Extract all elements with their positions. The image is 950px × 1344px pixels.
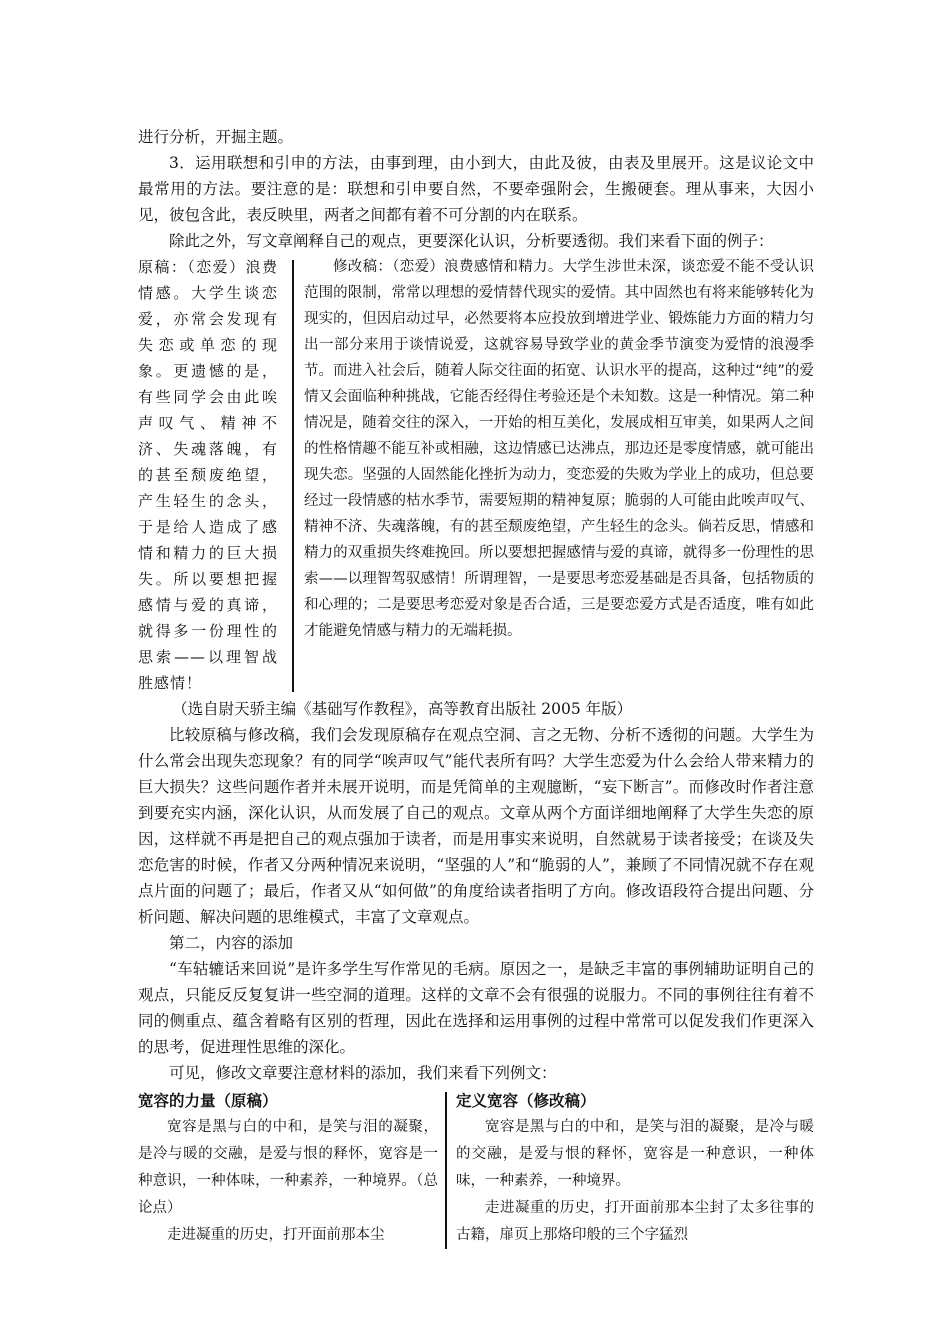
paragraph-method-3: 3．运用联想和引申的方法，由事到理，由小到大，由此及彼，由表及里展开。这是议论文中最常用的方法。要注意的是：联想和引申要自然，不要牵强附会，生搬硬套。理从事来，大因小见，彼包含此，表反映里，两者之间都有着不可分割的内在联系。 — [138, 154, 814, 224]
column-divider — [292, 260, 294, 692]
paragraph-intro-example: 除此之外，写文章阐释自己的观点，更要深化认识，分析要透彻。我们来看下面的例子： — [169, 232, 774, 250]
original-essay-title: 宽容的力量（原稿） — [138, 1092, 278, 1110]
revised-essay-paragraph: 走进凝重的历史，打开面前那本尘封了太多往事的古籍，扉页上那烙印般的三个字猛烈 — [456, 1200, 814, 1243]
original-essay-paragraph: 走进凝重的历史，打开面前那本尘 — [167, 1227, 385, 1243]
original-essay-paragraph: 宽容是黑与白的中和，是笑与泪的凝聚，是冷与暖的交融，是爱与恨的释怀，宽容是一种意识，一种体味，一种素养，一种境界。（总论点） — [138, 1119, 438, 1216]
paragraph-analysis: 比较原稿与修改稿，我们会发现原稿存在观点空洞、言之无物、分析不透彻的问题。大学生为什么常会出现失恋现象？有的同学“唉声叹气”能代表所有吗？大学生恋爱为什么会给人带来精力的巨大损失？这些问题作者并未展开说明，而是凭简单的主观臆断，“妄下断言”。而修改时作者注意到要充实内涵，深化认识，从而发展了自己的观点。文章从两个方面详细地阐释了大学生失恋的原因，这样就不再是把自己的观点强加于读者，而是用事实来说明，自然就易于读者接受；在谈及失恋危害的时候，作者又分两种情况来说明，“坚强的人”和“脆弱的人”，兼顾了不同情况就不存在观点片面的问题了；最后，作者又从“如何做”的角度给读者指明了方向。修改语段符合提出问题、分析问题、解决问题的思维模式，丰富了文章观点。 — [138, 726, 814, 926]
revised-draft-text: 修改稿：（恋爱）浪费感情和精力。大学生涉世未深，谈恋爱不能不受认识范围的限制，常常以理想的爱情替代现实的爱情。其中固然也有将来能够转化为现实的，但因启动过早，必然要将本应投放到增进学业、锻炼能力方面的精力匀出一部分来用于谈情说爱，这就容易导致学业的黄金季节演变为爱情的浪漫季节。而进入社会后，随着人际交往面的拓宽、认识水平的提高，这种过“纯”的爱情又会面临种种挑战，它能否经得住考验还是个未知数。这是一种情况。第二种情况是，随着交往的深入，一开始的相互美化，发展成相互审美，如果两人之间的性格情趣不能互补或相融，这边情感已达沸点，那边还是零度情感，就可能出现失恋。坚强的人固然能化挫折为动力，变恋爱的失败为学业上的成功，但总要经过一段情感的枯水季节，需要短期的精神复原；脆弱的人可能由此唉声叹气、精神不济、失魂落魄，有的甚至颓废绝望，产生轻生的念头。倘若反思，情感和精力的双重损失终难挽回。所以要想把握感情与爱的真谛，就得多一份理性的思索——以理智驾驭感情！所谓理智，一是要思考恋爱基础是否具备，包括物质的和心理的；二是要思考恋爱对象是否合适，三是要恋爱方式是否适度，唯有如此才能避免情感与精力的无端耗损。 — [304, 259, 814, 639]
example-comparison-1 — [138, 254, 814, 696]
original-essay-column — [138, 1088, 438, 1249]
revised-essay-paragraph: 宽容是黑与白的中和，是笑与泪的凝聚，是冷与暖的交融，是爱与恨的释怀，宽容是一种意识，一种体味，一种素养，一种境界。 — [456, 1119, 814, 1189]
section-heading-content-addition: 第二，内容的添加 — [169, 934, 294, 952]
revised-essay-title: 定义宽容（修改稿） — [456, 1092, 596, 1110]
source-citation: （选自尉天骄主编《基础写作教程》，高等教育出版社 2005 年版） — [172, 700, 633, 718]
revised-essay-column — [456, 1088, 814, 1249]
example-comparison-2 — [138, 1088, 814, 1249]
column-divider — [445, 1092, 447, 1249]
original-draft-text: 原稿：（恋爱）浪费情感。大学生谈恋爱，亦常会发现有失恋或单恋的现象。更遗憾的是，有些同学会由此唉声叹气、精神不济、失魂落魄，有的甚至颓废绝望，产生轻生的念头，于是给人造成了感情和精力的巨大损失。所以要想把握感情与爱的真谛，就得多一份理性的思索——以理智战胜感情！ — [138, 258, 278, 692]
paragraph-example-intro: 可见，修改文章要注意材料的添加，我们来看下列例文： — [169, 1064, 557, 1082]
paragraph-continuation: 进行分析，开掘主题。 — [138, 128, 294, 146]
document-page — [138, 124, 814, 1249]
paragraph-repetition-problem: “车轱辘话来回说”是许多学生写作常见的毛病。原因之一，是缺乏丰富的事例辅助证明自己的观点，只能反反复复讲一些空洞的道理。这样的文章不会有很强的说服力。不同的事例往往有着不同的侧重点、蕴含着略有区别的哲理，因此在选择和运用事例的过程中常常可以促发我们作更深入的思考，促进理性思维的深化。 — [138, 960, 814, 1056]
